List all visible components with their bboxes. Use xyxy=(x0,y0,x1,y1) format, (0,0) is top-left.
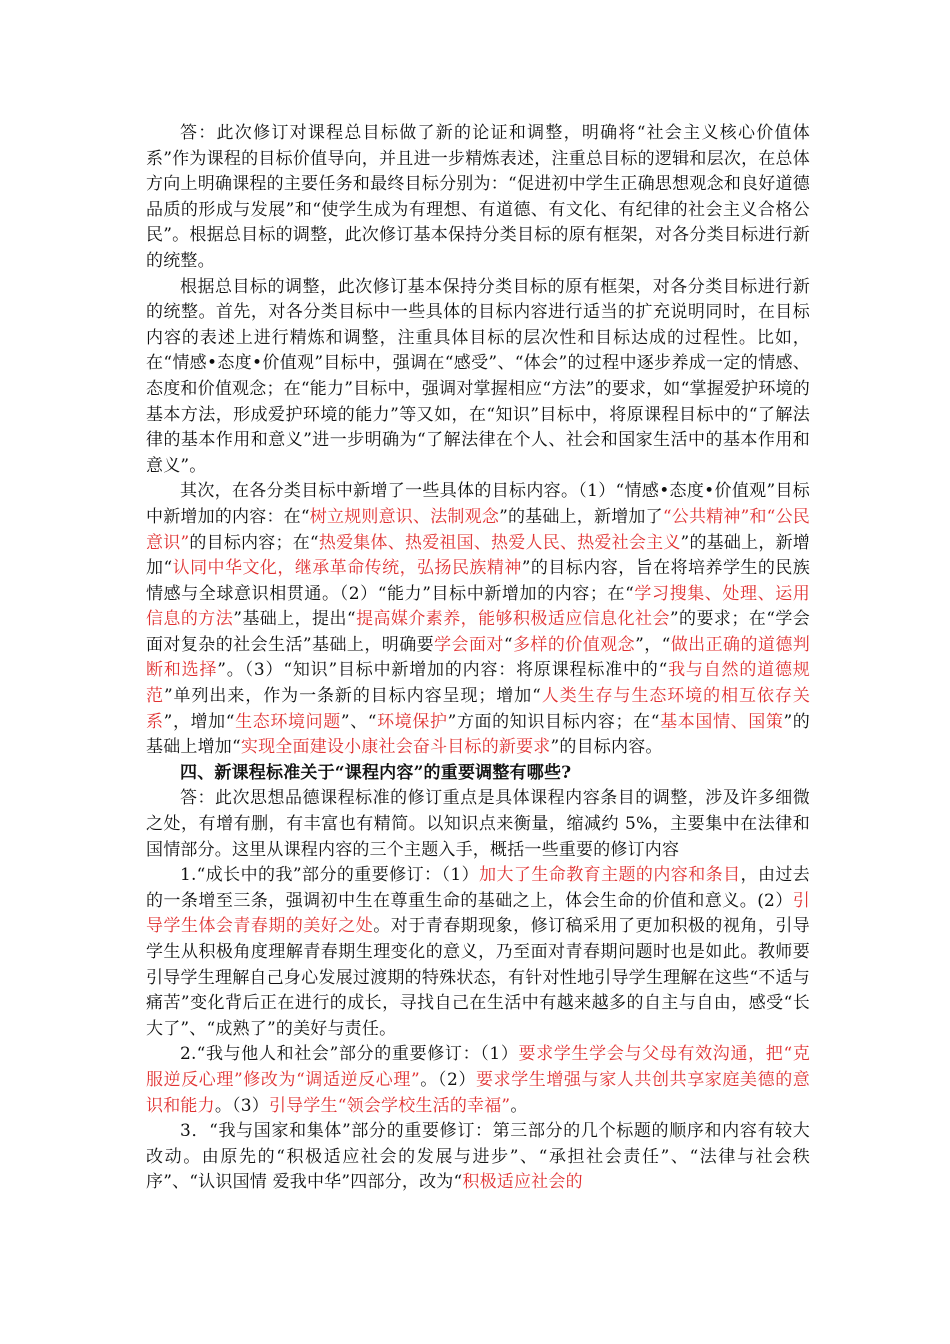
highlighted-text: 提高媒介素养，能够积极适应信息化社会 xyxy=(355,609,670,630)
text-run: 根据总目标的调整，此次修订基本保持分类目标的原有框架，对各分类目标进行新的统整。首先，对各分类目标中一些具体的目标内容进行适当的扩充说明同时，在目标内容的表述上进行精炼和调整，注重具体目标的层次性和目标达成的过程性。比如，在“情感•态度•价值观”目标中，强调在“感受”、“体会”的过程中逐步养成一定的情感、态度和价值观念；在“能力”目标中，强调对掌握相应“方法”的要求，如“掌握爱护环境的基本方法，形成爱护环境的能力”等又如，在“知识”目标中，将原课程目标中的“了解法律的基本作用和意义”进一步明确为“了解法律在个人、社会和国家生活中的基本作用和意义”。 xyxy=(146,276,810,476)
highlighted-text: 多样的价值观念 xyxy=(512,634,636,655)
highlighted-text: 环境保护 xyxy=(376,711,448,732)
highlighted-text: 做出正确的道德判断和选择 xyxy=(146,634,811,681)
highlighted-text: 我与自然的道德规范 xyxy=(146,660,810,707)
text-run: 的目标内容；在“ xyxy=(189,532,319,553)
highlighted-text: 实现全面建设小康社会奋斗目标的新要求 xyxy=(240,737,551,758)
text-run: ”的基础上，新增加了 xyxy=(499,506,663,527)
text-run: ”的目标内容，旨在将培养学生的民族情感与全球意识相贯通。（2）“能力”目标中新增加的内容；在“ xyxy=(146,558,811,604)
text-run: 答：此次修订对课程总目标做了新的论证和调整，明确将“社会主义核心价值体系”作为课程的目标价值导向，并且进一步精炼表述，注重总目标的逻辑和层次，在总体方向上明确课程的主要任务和最终目标分别为：“促进初中学生正确思想观念和良好道德品质的形成与发展”和“使学生成为有理想、有道德、有文化、有纪律的社会主义合格公民”。根据总目标的调整，此次修订基本保持分类目标的原有框架，对各分类目标进行新的统整。 xyxy=(146,123,810,271)
text-run: ”、“ xyxy=(340,711,377,732)
text-run: ”，“ xyxy=(635,634,671,655)
document-page xyxy=(146,121,810,1196)
highlighted-text: 学习搜集、处理、运用信息的方法 xyxy=(146,583,811,630)
paragraph xyxy=(146,1119,810,1196)
text-run: 。（3） xyxy=(214,1095,269,1116)
text-run: ”的基础上增加“ xyxy=(146,711,810,758)
text-run: ”单列出来，作为一条新的目标内容呈现；增加“ xyxy=(163,686,542,707)
text-run: ”方面的知识目标内容；在“ xyxy=(447,711,660,732)
text-run: ”。（3）“知识”目标中新增加的内容：将原课程标准中的“ xyxy=(217,660,668,681)
text-run: ”，增加“ xyxy=(163,711,235,732)
text-run: 四、新课程标准关于“课程内容”的重要调整有哪些? xyxy=(180,762,572,783)
text-run: 答：此次思想品德课程标准的修订重点是具体课程内容条目的调整，涉及许多细微之处，有增有删，有丰富也有精简。以知识点来衡量，缩减约 5%，主要集中在法律和国情部分。这里从课程内容的三个主题入手，概括一些重要的修订内容 xyxy=(146,788,810,860)
text-run: ，由过去的一条增至三条，强调初中生在尊重生命的基础之上，体会生命的价值和意义。(2） xyxy=(146,865,811,911)
highlighted-text: 引导学生体会青春期的美好之处 xyxy=(146,890,810,937)
text-run: 。对于青春期现象，修订稿采用了更加积极的视角，引导学生从积极角度理解青春期生理变化的意义，乃至面对青春期问题时也是如此。教师要引导学生理解自己身心发展过渡期的特殊状态，有针对性地引导学生理解在这些“不适与痛苦”变化背后正在进行的成长，寻找自己在生活中有越来越多的自主与自由，感受“长大了”、“成熟了”的美好与责任。 xyxy=(146,916,811,1039)
text-run: ”的目标内容。 xyxy=(550,737,663,758)
highlighted-text: 热爱集体、热爱祖国、热爱人民、热爱社会主义 xyxy=(318,532,681,553)
highlighted-text: 人类生存与生态环境的相互依存关系 xyxy=(146,686,811,732)
paragraph xyxy=(146,275,810,480)
text-run: 2.“我与他人和社会”部分的重要修订：（1） xyxy=(180,1044,519,1065)
text-run: ”的基础上，新增加“ xyxy=(146,532,811,579)
highlighted-text: 学会面对 xyxy=(434,634,504,655)
paragraph xyxy=(146,863,810,1042)
section-heading xyxy=(146,761,810,787)
highlighted-text: 基本国情、国策 xyxy=(659,711,784,732)
highlighted-text: “公共精神”和“公民意识” xyxy=(146,506,810,553)
highlighted-text: 积极适应社会的 xyxy=(462,1172,583,1193)
highlighted-text: 引导学生“领会学校生活的幸福” xyxy=(268,1095,511,1116)
text-run: ”的要求；在“学会面对复杂的社会生活”基础上，明确要 xyxy=(146,609,810,655)
paragraph xyxy=(146,786,810,863)
text-run: 。 xyxy=(510,1095,528,1116)
highlighted-text: 要求学生增强与家人共创共享家庭美德的意识和能力 xyxy=(146,1069,810,1116)
text-run: 。（2） xyxy=(419,1069,476,1090)
text-run: 3．“我与国家和集体”部分的重要修订：第三部分的几个标题的顺序和内容有较大改动。由原先的“积极适应社会的发展与进步”、“承担社会责任”、“法律与社会秩序”、“认识国情 爱我中华”四部分，改为“ xyxy=(146,1121,810,1193)
text-run: 1.“成长中的我”部分的重要修订：（1） xyxy=(180,865,480,886)
paragraph xyxy=(146,1042,810,1119)
text-run: “ xyxy=(503,634,513,655)
text-run: 其次，在各分类目标中新增了一些具体的目标内容。（1）“情感•态度•价值观”目标中新增加的内容：在“ xyxy=(146,481,810,527)
highlighted-text: 认同中华文化，继承革命传统，弘扬民族精神 xyxy=(172,558,522,579)
highlighted-text: 加大了生命教育主题的内容和条目 xyxy=(479,865,741,886)
paragraph xyxy=(146,479,810,761)
highlighted-text: 要求学生学会与父母有效沟通，把“克服逆反心理”修改为“调适逆反心理” xyxy=(146,1044,810,1090)
paragraph xyxy=(146,121,810,275)
highlighted-text: 树立规则意识、法制观念 xyxy=(309,506,500,527)
highlighted-text: 生态环境问题 xyxy=(234,711,341,732)
text-run: ”基础上，提出“ xyxy=(233,609,356,630)
